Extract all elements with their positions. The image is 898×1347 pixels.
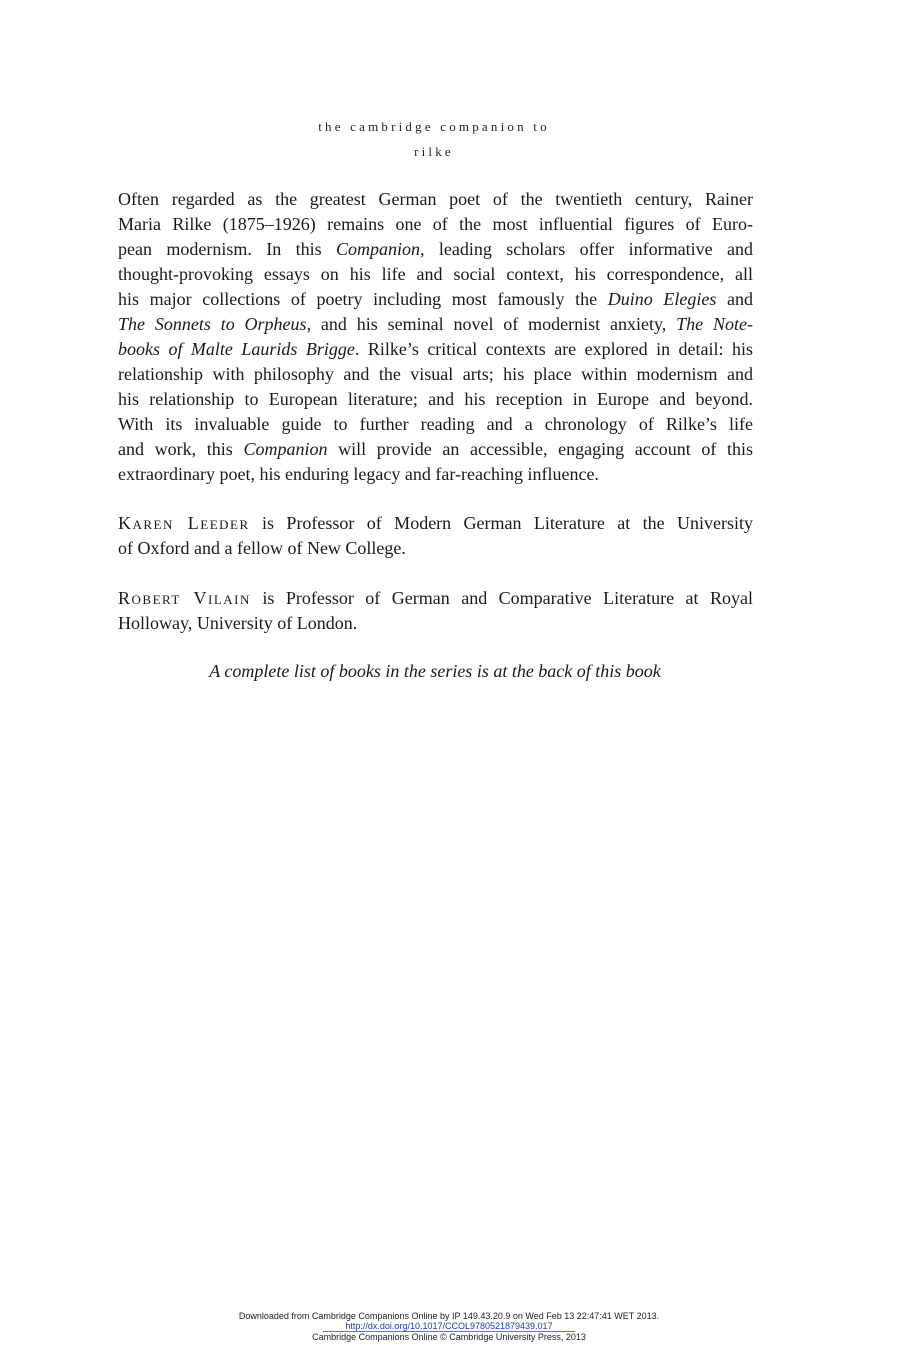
bio-line: Robert Vilain is Professor of German and Comparative Literature at Royal bbox=[118, 588, 754, 608]
description-line: relationship with philosophy and the visual arts; his place within modernism and bbox=[118, 364, 753, 384]
description-line: Often regarded as the greatest German poet of the twentieth century, Rainer bbox=[118, 189, 753, 209]
description-line: pean modernism. In this Companion, leading scholars offer informative and bbox=[118, 239, 753, 259]
series-title: the cambridge companion to bbox=[318, 119, 550, 134]
editor-bio-robert-vilain bbox=[118, 586, 753, 636]
doi-link[interactable]: http://dx.doi.org/10.1017/CCOL9780521879439.017 bbox=[345, 1321, 553, 1331]
bio-line: Karen Leeder is Professor of Modern German Literature at the University bbox=[118, 513, 753, 533]
book-subject-title: rilke bbox=[414, 144, 454, 159]
download-info: Downloaded from Cambridge Companions Online by IP 149.43.20.9 on Wed Feb 13 22:47:41 WET 2013. bbox=[238, 1311, 660, 1321]
editor-name: Robert Vilain bbox=[118, 588, 251, 608]
editor-name: Karen Leeder bbox=[118, 513, 250, 533]
description-line: With its invaluable guide to further reading and a chronology of Rilke’s life bbox=[118, 414, 753, 434]
description-line: The Sonnets to Orpheus, and his seminal novel of modernist anxiety, The Note- bbox=[118, 314, 753, 334]
bio-line: of Oxford and a fellow of New College. bbox=[118, 538, 406, 558]
description-line: thought-provoking essays on his life and social context, his correspondence, all bbox=[118, 264, 753, 284]
copyright-notice: Cambridge Companions Online © Cambridge University Press, 2013 bbox=[312, 1332, 586, 1342]
editor-bio-karen-leeder bbox=[118, 511, 753, 561]
doi-underline bbox=[323, 1331, 575, 1332]
download-footer bbox=[0, 1311, 898, 1342]
description-line: books of Malte Laurids Brigge. Rilke’s critical contexts are explored in detail: his bbox=[118, 339, 754, 359]
description-line: his major collections of poetry including most famously the Duino Elegies and bbox=[118, 289, 753, 309]
bio-line: Holloway, University of London. bbox=[118, 613, 358, 633]
description-line: his relationship to European literature; and his reception in Europe and beyond. bbox=[118, 389, 753, 409]
description-line: extraordinary poet, his enduring legacy and far-reaching influence. bbox=[118, 464, 599, 484]
description-line: and work, this Companion will provide an accessible, engaging account of this bbox=[118, 439, 753, 459]
book-description bbox=[118, 187, 753, 487]
series-note: A complete list of books in the series is at the back of this book bbox=[209, 661, 661, 681]
description-line: Maria Rilke (1875–1926) remains one of the most influential figures of Euro- bbox=[118, 214, 753, 234]
